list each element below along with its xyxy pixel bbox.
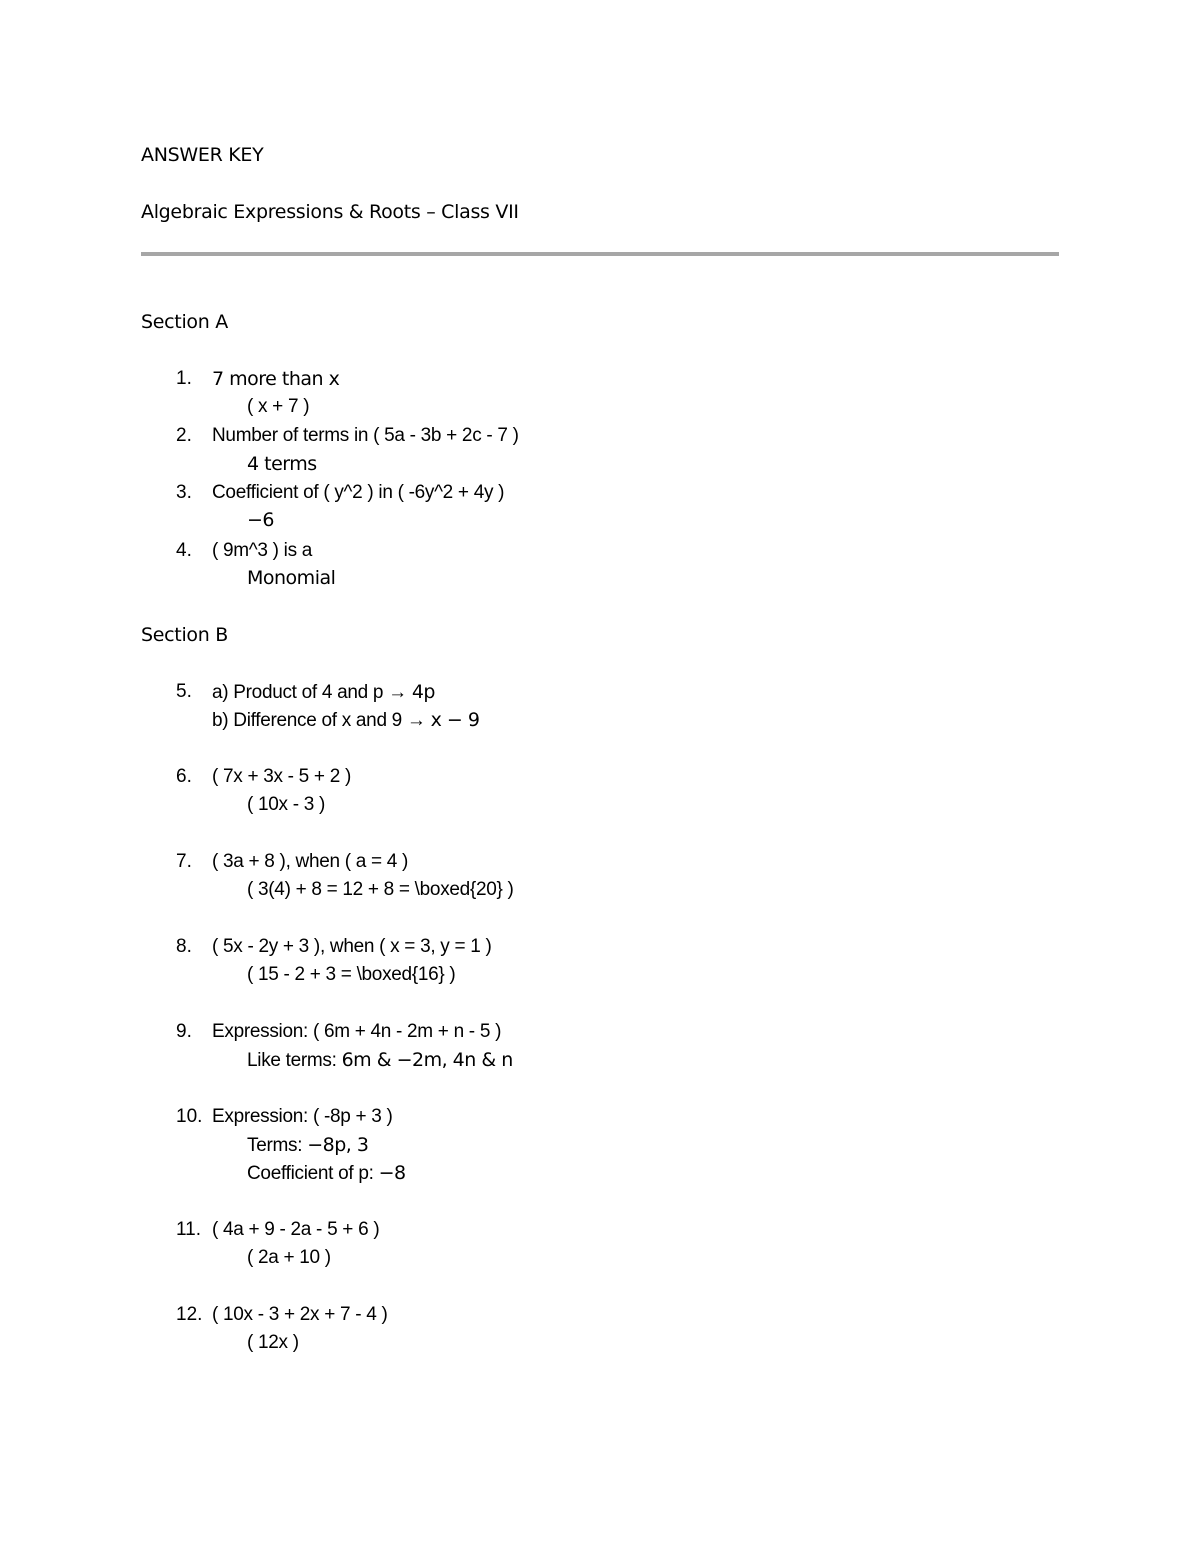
question-5a — [212, 681, 435, 704]
answer-text: ( 3(4) + 8 = 12 + 8 = \boxed{20} ) — [247, 879, 514, 900]
page-title: ANSWER KEY — [141, 144, 264, 166]
answer-text: −8 — [378, 1162, 406, 1184]
answer-text: x − 9 — [430, 709, 480, 731]
question-5b — [212, 709, 479, 732]
answer-text: 4p — [411, 681, 435, 703]
item-number: 11. — [176, 1219, 202, 1240]
question-text: ( 5x - 2y + 3 ), when ( x = 3, y = 1 ) — [212, 936, 492, 957]
answer-text: −8p, 3 — [307, 1134, 369, 1156]
item-number: 2. — [176, 425, 192, 446]
question-text: ( 3a + 8 ), when ( a = 4 ) — [212, 851, 409, 872]
answer-text: 4 terms — [247, 453, 317, 475]
horizontal-divider — [141, 252, 1059, 256]
question-text: ( 10x - 3 + 2x + 7 - 4 ) — [212, 1304, 388, 1325]
question-text: Coefficient of ( y^2 ) in ( -6y^2 + 4y ) — [212, 482, 505, 503]
answer-text: Monomial — [247, 567, 336, 589]
question-text: Expression: ( 6m + 4n - 2m + n - 5 ) — [212, 1021, 502, 1042]
item-number: 4. — [176, 540, 192, 561]
answer-text: ( x + 7 ) — [247, 396, 310, 417]
answer-text: ( 2a + 10 ) — [247, 1247, 331, 1268]
question-text: ( 7x + 3x - 5 + 2 ) — [212, 766, 351, 787]
item-number: 1. — [176, 368, 192, 389]
coefficient-line — [247, 1162, 406, 1185]
item-number: 5. — [176, 681, 192, 702]
terms-label: Terms: — [247, 1135, 308, 1156]
answer-text: ( 12x ) — [247, 1332, 299, 1353]
item-number: 8. — [176, 936, 192, 957]
item-number: 12. — [176, 1304, 203, 1325]
question-text: b) Difference of x and 9 → — [212, 710, 431, 731]
item-number: 3. — [176, 482, 192, 503]
section-a-heading: Section A — [141, 311, 228, 333]
question-text: 7 more than x — [212, 368, 340, 390]
answer-text: ( 10x - 3 ) — [247, 794, 325, 815]
answer-text: −6 — [247, 509, 275, 531]
question-text: Expression: ( -8p + 3 ) — [212, 1106, 393, 1127]
section-b-heading: Section B — [141, 624, 228, 646]
item-number: 9. — [176, 1021, 192, 1042]
question-text: a) Product of 4 and p → — [212, 682, 412, 703]
answer-text: ( 15 - 2 + 3 = \boxed{16} ) — [247, 964, 456, 985]
answer-text: 6m & −2m, 4n & n — [341, 1049, 513, 1071]
question-text: ( 4a + 9 - 2a - 5 + 6 ) — [212, 1219, 380, 1240]
question-text: Number of terms in ( 5a - 3b + 2c - 7 ) — [212, 425, 519, 446]
terms-line — [247, 1134, 368, 1157]
coefficient-label: Coefficient of p: — [247, 1163, 379, 1184]
item-number: 6. — [176, 766, 192, 787]
item-number: 7. — [176, 851, 192, 872]
question-text: ( 9m^3 ) is a — [212, 540, 313, 561]
answer-label: Like terms: — [247, 1050, 342, 1071]
page-subtitle: Algebraic Expressions & Roots – Class VII — [141, 201, 519, 223]
answer-line — [247, 1049, 513, 1072]
item-number: 10. — [176, 1106, 203, 1127]
